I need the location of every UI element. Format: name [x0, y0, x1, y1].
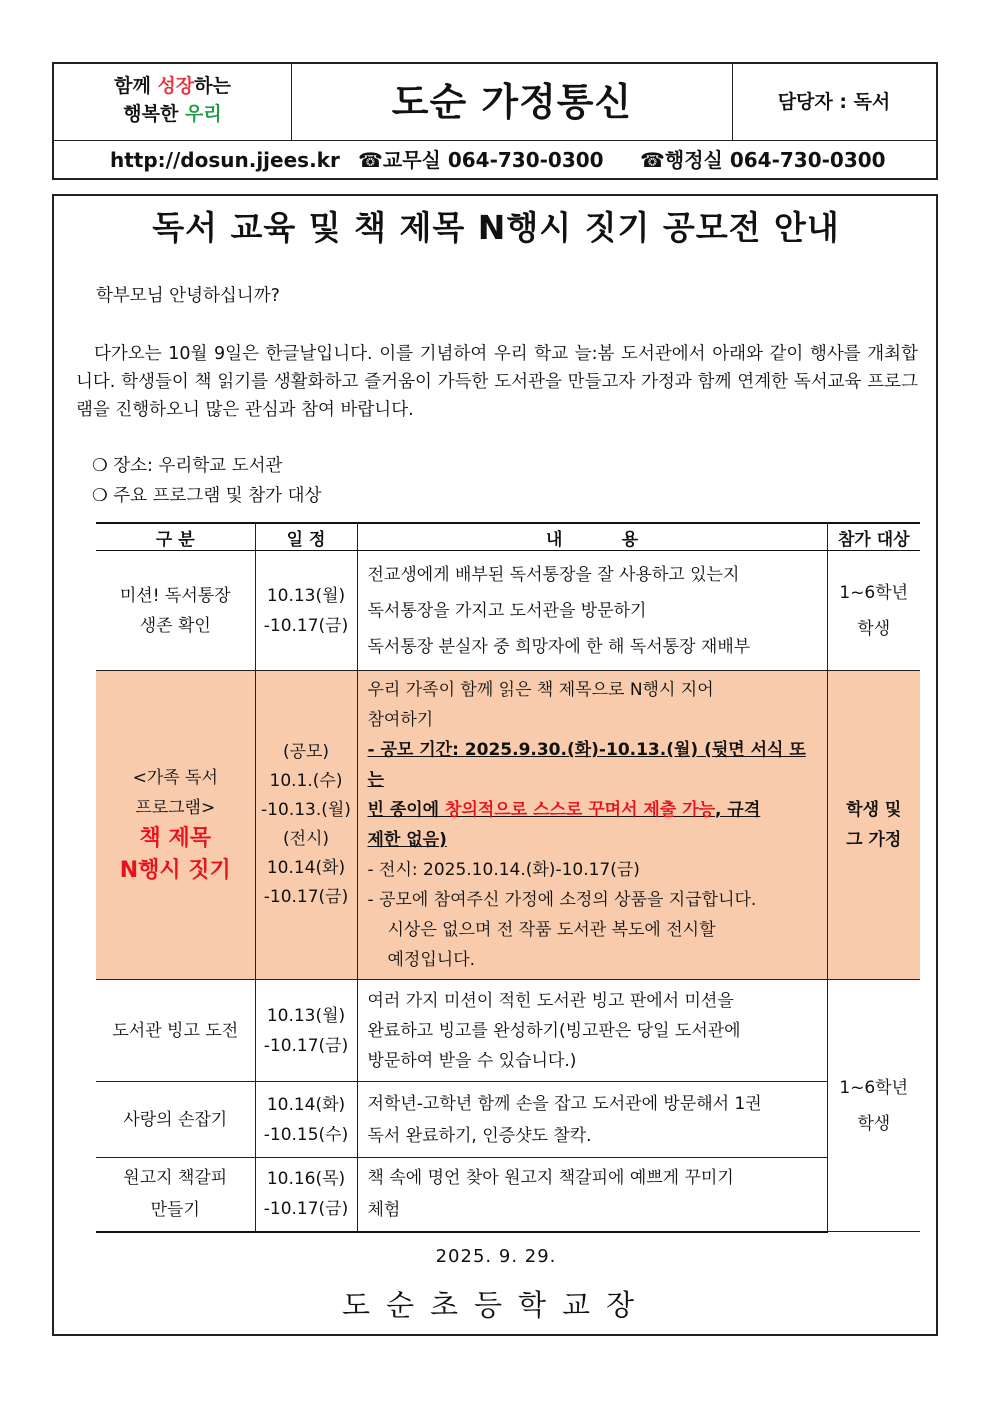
row-schedule: (공모) 10.1.(수) -10.13.(월) (전시) 10.14(화) -10.17(금) — [255, 671, 357, 980]
row-category: <가족 독서 프로그램> 책 제목 N행시 짓기 — [96, 671, 255, 980]
bullet-location: ❍ 장소: 우리학교 도서관 — [92, 456, 283, 476]
table-row — [96, 1158, 920, 1232]
row-content: 책 속에 명언 찾아 원고지 책갈피에 예쁘게 꾸미기 체험 — [357, 1158, 827, 1232]
table-row — [96, 980, 920, 1082]
col-content: 내 용 — [357, 523, 827, 551]
row-schedule: 10.16(목) -10.17(금) — [255, 1158, 357, 1232]
row-content: 여러 가지 미션이 적힌 도서관 빙고 판에서 미션을 완료하고 빙고를 완성하기(빙고판은 당일 도서관에 방문하여 받을 수 있습니다.) — [357, 980, 827, 1082]
row-category: 원고지 책갈피 만들기 — [96, 1158, 255, 1232]
newsletter-title: 도순 가정통신 — [292, 64, 733, 140]
table-row — [96, 1082, 920, 1158]
row-schedule: 10.13(월) -10.17(금) — [255, 551, 357, 671]
row-target: 학생 및 그 가정 — [827, 671, 920, 980]
row-category: 미션! 독서통장 생존 확인 — [96, 551, 255, 671]
table-row — [96, 551, 920, 671]
row-category: 도서관 빙고 도전 — [96, 980, 255, 1082]
row-content: 전교생에게 배부된 독서통장을 잘 사용하고 있는지 독서통장을 가지고 도서관을 방문하기 독서통장 분실자 중 희망자에 한 해 독서통장 재배부 — [357, 551, 827, 671]
row-category: 사랑의 손잡기 — [96, 1082, 255, 1158]
admin-phone: ☎행정실 064-730-0300 — [640, 148, 886, 172]
bullet-programs: ❍ 주요 프로그램 및 참가 대상 — [92, 486, 322, 506]
greeting: 학부모님 안녕하십니까? — [96, 286, 280, 306]
row-content: 우리 가족이 함께 읽은 책 제목으로 N행시 지어 참여하기 - 공모 기간: 2025.9.30.(화)-10.13.(월) (뒷면 서식 또는 빈 종이에 창의적으로 스스로 꾸며서 제출 가능, 규격 제한 없음) - 전시: 2025.10.14.(화)-10.17(금) - 공모에 참여주신 가정에 소정의 상품을 지급합니다. 시상은 없으며 전 작품 도서관 복도에 전시할 예정입니다. — [357, 671, 827, 980]
row-content: 저학년-고학년 함께 손을 잡고 도서관에 방문해서 1권 독서 완료하기, 인증샷도 찰칵. — [357, 1082, 827, 1158]
document-title: 독서 교육 및 책 제목 N행시 짓기 공모전 안내 — [152, 208, 840, 247]
principal-signature: 도순초등학교장 — [341, 1288, 651, 1322]
school-slogan: 함께 성장하는 행복한 우리 — [54, 64, 292, 140]
issue-date: 2025. 9. 29. — [435, 1246, 557, 1267]
manager-label: 담당자 : 독서 — [777, 91, 891, 113]
newsletter-header — [52, 62, 938, 180]
col-category: 구 분 — [96, 523, 255, 551]
intro-paragraph: 다가오는 10월 9일은 한글날입니다. 이를 기념하여 우리 학교 늘:봄 도서관에서 아래와 같이 행사를 개최합니다. 학생들이 책 읽기를 생활화하고 즐거움이 가득한 도서관을 만들고자 가정과 함께 연계한 독서교육 프로그램을 진행하오니 많은 관심과 참여 바랍니다. — [76, 344, 918, 420]
col-schedule: 일 정 — [255, 523, 357, 551]
row-target: 1~6학년 학생 — [827, 551, 920, 671]
table-header-row — [96, 523, 920, 551]
row-schedule: 10.14(화) -10.15(수) — [255, 1082, 357, 1158]
office-phone: ☎교무실 064-730-0300 — [358, 148, 604, 172]
col-target: 참가 대상 — [827, 523, 920, 551]
table-row-highlight — [96, 671, 920, 980]
row-target: 1~6학년 학생 — [827, 980, 920, 1232]
row-schedule: 10.13(월) -10.17(금) — [255, 980, 357, 1082]
program-table — [96, 522, 920, 1233]
school-url[interactable]: http://dosun.jjees.kr — [110, 148, 340, 172]
